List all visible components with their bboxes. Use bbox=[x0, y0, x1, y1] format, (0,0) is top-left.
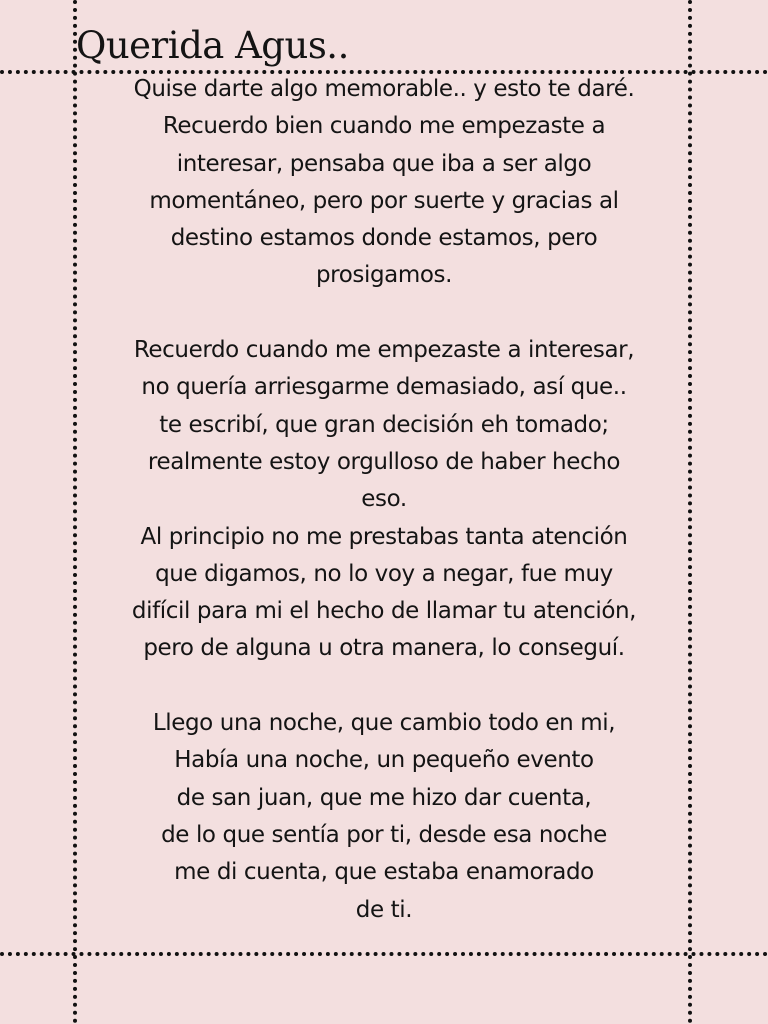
letter-line: momentáneo, pero por suerte y gracias al bbox=[149, 187, 619, 214]
dotted-border-left bbox=[73, 0, 77, 1024]
letter-line: pero de alguna u otra manera, lo conseguí. bbox=[143, 635, 625, 662]
letter-line: que digamos, no lo voy a negar, fue muy bbox=[155, 560, 613, 587]
letter-line: me di cuenta, que estaba enamorado bbox=[174, 859, 594, 886]
letter-line: Llego una noche, que cambio todo en mi, bbox=[152, 710, 616, 737]
letter-line: te escribí, que gran decisión eh tomado; bbox=[159, 411, 609, 438]
letter-line: destino estamos donde estamos, pero bbox=[170, 225, 598, 252]
letter-line: eso. bbox=[361, 486, 407, 513]
letter-line: de san juan, que me hizo dar cuenta, bbox=[176, 784, 592, 811]
letter-line: Al principio no me prestabas tanta atención bbox=[140, 523, 628, 550]
letter-paragraph bbox=[84, 705, 684, 929]
letter-line: no quería arriesgarme demasiado, así que.. bbox=[141, 374, 627, 401]
paragraph-gap bbox=[84, 668, 684, 705]
letter-line: realmente estoy orgulloso de haber hecho bbox=[147, 448, 621, 475]
letter-line: de ti. bbox=[355, 896, 413, 923]
letter-line: de lo que sentía por ti, desde esa noche bbox=[161, 821, 607, 848]
letter-paragraph bbox=[84, 332, 684, 668]
dotted-border-bottom bbox=[0, 952, 768, 956]
letter-body bbox=[84, 71, 684, 929]
letter-line: difícil para mi el hecho de llamar tu atención, bbox=[131, 598, 637, 625]
paragraph-gap bbox=[84, 295, 684, 332]
letter-line: prosigamos. bbox=[315, 262, 453, 289]
letter-line: Recuerdo cuando me empezaste a interesar, bbox=[133, 337, 635, 364]
letter-line: Recuerdo bien cuando me empezaste a bbox=[162, 113, 606, 140]
letter-line: Quise darte algo memorable.. y esto te daré. bbox=[133, 76, 635, 102]
letter-line: Había una noche, un pequeño evento bbox=[174, 747, 594, 774]
letter-paragraph bbox=[84, 71, 684, 295]
letter-line: interesar, pensaba que iba a ser algo bbox=[176, 150, 592, 177]
dotted-border-right bbox=[688, 0, 692, 1024]
letter-title: Querida Agus.. bbox=[76, 24, 349, 67]
